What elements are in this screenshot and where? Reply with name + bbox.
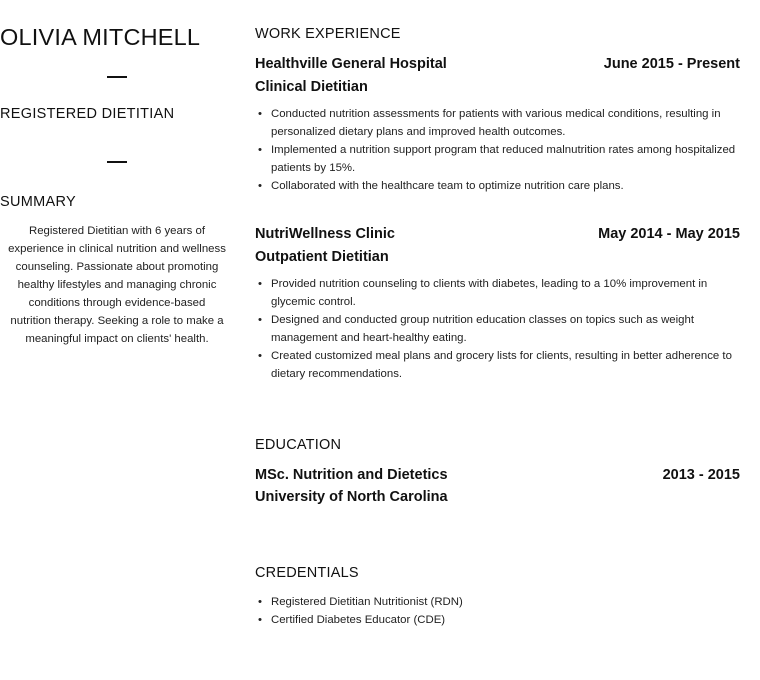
education-school: University of North Carolina: [255, 489, 448, 505]
profile-name: OLIVIA MITCHELL: [0, 24, 201, 50]
list-item: • Registered Dietitian Nutritionist (RDN): [255, 593, 740, 611]
job-bullets: [255, 105, 740, 195]
divider: [107, 76, 127, 78]
list-item: • Collaborated with the healthcare team to optimize nutrition care plans.: [255, 177, 740, 195]
job-header: [255, 56, 740, 72]
credentials-list: [255, 593, 740, 629]
list-item: • Certified Diabetes Educator (CDE): [255, 611, 740, 629]
job-dates: May 2014 - May 2015: [598, 226, 740, 242]
job-bullets: [255, 275, 740, 383]
education-heading: EDUCATION: [255, 437, 342, 453]
list-item: • Provided nutrition counseling to clients with diabetes, leading to a 10% improvement in glycemic control.: [255, 275, 740, 311]
job-employer: NutriWellness Clinic: [255, 226, 395, 242]
job-employer: Healthville General Hospital: [255, 56, 447, 72]
job-role: Clinical Dietitian: [255, 79, 368, 95]
job-dates: June 2015 - Present: [603, 56, 740, 72]
job-role: Outpatient Dietitian: [255, 249, 389, 265]
list-item: • Designed and conducted group nutrition education classes on topics such as weight management and heart-healthy eating.: [255, 311, 740, 347]
job-header: [255, 226, 740, 242]
summary-text: Registered Dietitian with 6 years of experience in clinical nutrition and wellness counseling. Passionate about promoting healthy lifestyles and managing chronic conditions through evidence-based nutrition therapy. Seeking a role to make a meaningful impact on clients' health.: [8, 225, 226, 345]
education-degree: MSc. Nutrition and Dietetics: [255, 467, 448, 483]
credentials-heading: CREDENTIALS: [255, 565, 359, 581]
summary-heading: SUMMARY: [0, 194, 76, 210]
education-header: [255, 467, 740, 483]
work-experience-heading: WORK EXPERIENCE: [255, 26, 401, 42]
list-item: • Implemented a nutrition support program that reduced malnutrition rates among hospitalized patients by 15%.: [255, 141, 740, 177]
divider: [107, 161, 127, 163]
profile-title: REGISTERED DIETITIAN: [0, 106, 175, 122]
list-item: • Created customized meal plans and grocery lists for clients, resulting in better adherence to dietary recommendations.: [255, 347, 740, 383]
list-item: • Conducted nutrition assessments for patients with various medical conditions, resulting in personalized dietary plans and improved health outcomes.: [255, 105, 740, 141]
education-dates: 2013 - 2015: [662, 467, 740, 483]
